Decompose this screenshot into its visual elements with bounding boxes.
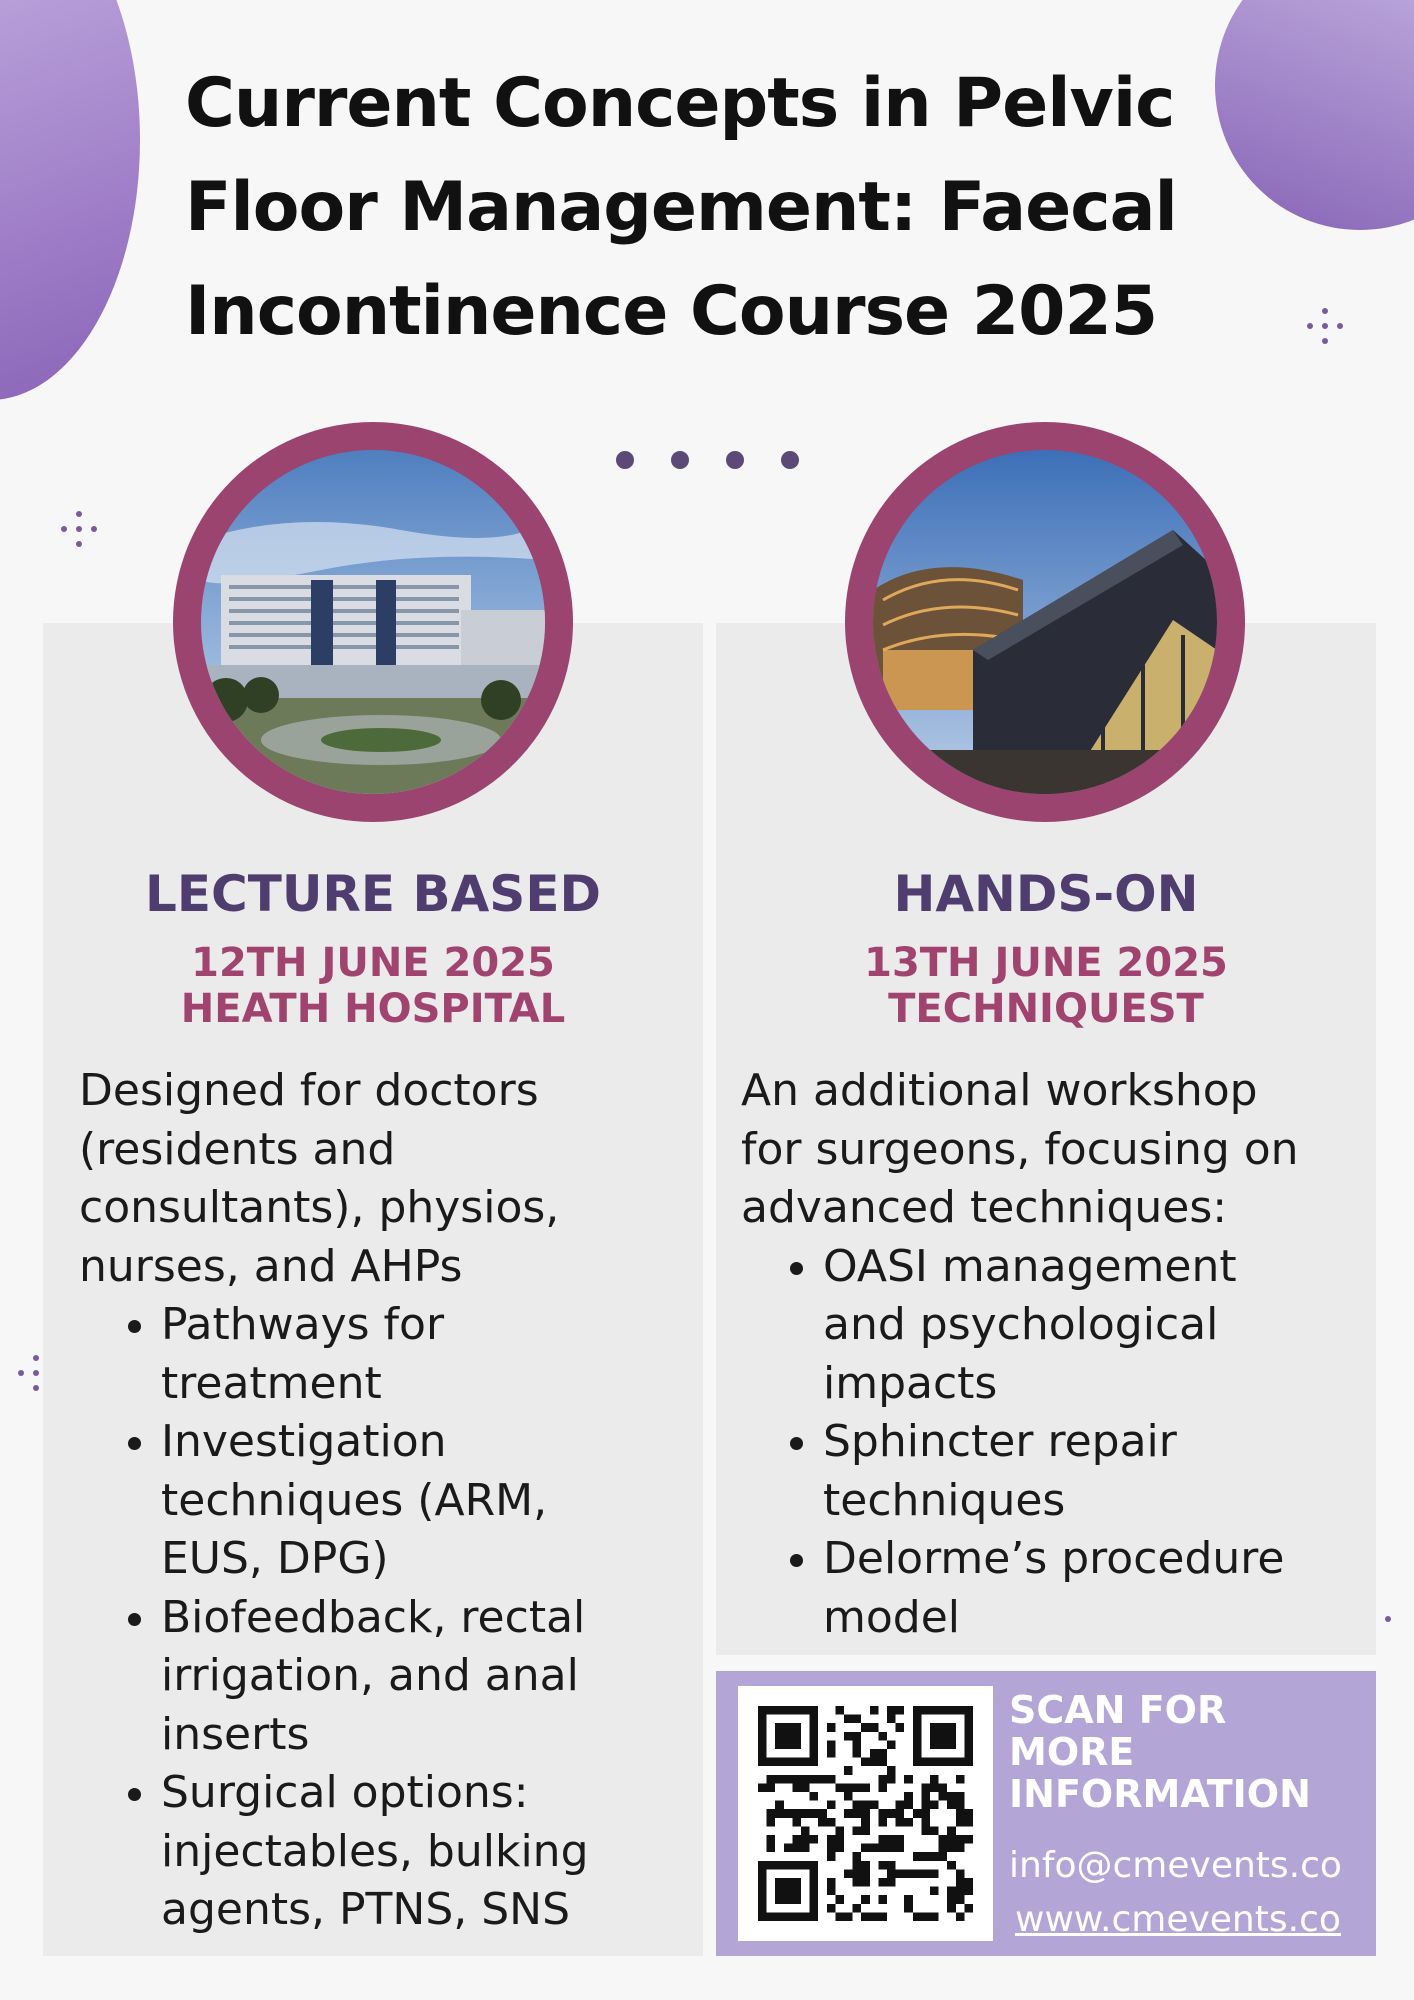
hands-on-heading: HANDS-ON	[893, 865, 1199, 923]
list-item: • Pathways for treatment	[161, 1296, 699, 1413]
hands-on-venue: TECHNIQUEST	[888, 986, 1204, 1032]
title-line-3: Incontinence Course 2025	[185, 272, 1158, 351]
lecture-topic-list	[79, 1296, 699, 1940]
decorative-blob-top-left	[0, 0, 140, 400]
lecture-date: 12TH JUNE 2025	[191, 940, 555, 986]
list-item: • OASI management and psychological impacts	[823, 1238, 1371, 1414]
hands-on-intro: An additional workshop for surgeons, focusing on advanced techniques:	[741, 1065, 1299, 1233]
title-line-2: Floor Management: Faecal	[185, 168, 1177, 247]
lecture-venue: HEATH HOSPITAL	[180, 986, 566, 1032]
poster-title	[185, 52, 1245, 364]
qr-info-box	[716, 1671, 1376, 1956]
list-item: • Biofeedback, rectal irrigation, and anal inserts	[161, 1589, 699, 1765]
techniquest-photo	[873, 450, 1217, 794]
sparkle-icon	[1303, 308, 1347, 352]
qr-code[interactable]	[738, 1686, 993, 1941]
title-line-1: Current Concepts in Pelvic	[185, 64, 1175, 143]
lecture-description	[79, 1062, 699, 1940]
hands-on-date: 13TH JUNE 2025	[864, 940, 1228, 986]
hospital-photo	[201, 450, 545, 794]
website-link[interactable]: www.cmevents.co	[1015, 1899, 1341, 1940]
list-item: • Investigation techniques (ARM, EUS, DPG)	[161, 1413, 699, 1589]
sparkle-icon	[57, 511, 101, 555]
lecture-intro: Designed for doctors (residents and consultants), physios, nurses, and AHPs	[79, 1065, 560, 1292]
decorative-dots	[616, 451, 799, 469]
techniquest-photo-frame	[845, 422, 1245, 822]
list-item: • Delorme’s procedure model	[823, 1530, 1371, 1647]
hands-on-topic-list	[741, 1238, 1371, 1648]
scan-label: SCAN FOR MORE INFORMATION	[1009, 1688, 1311, 1816]
list-item: • Surgical options: injectables, bulking agents, PTNS, SNS	[161, 1764, 699, 1940]
qr-code-icon	[758, 1706, 973, 1921]
contact-email[interactable]: info@cmevents.co	[1009, 1845, 1342, 1886]
hands-on-description	[741, 1062, 1371, 1647]
list-item: • Sphincter repair techniques	[823, 1413, 1371, 1530]
hospital-photo-frame	[173, 422, 573, 822]
lecture-heading: LECTURE BASED	[145, 865, 601, 923]
